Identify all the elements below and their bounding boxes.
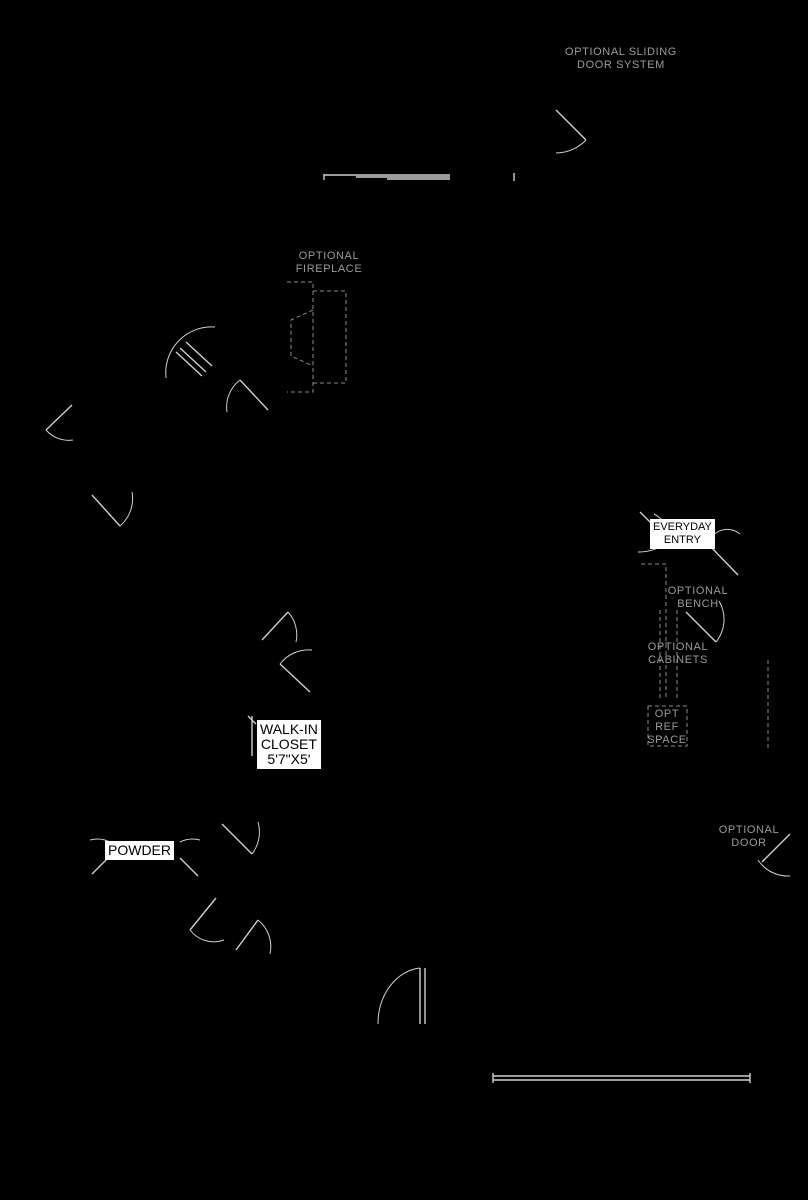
closet-wall-mark xyxy=(248,716,256,756)
door-swing-left-4 xyxy=(92,492,133,526)
closet-door-swing-1 xyxy=(262,612,297,642)
door-swing-lower-3 xyxy=(236,920,271,954)
label-powder: POWDER xyxy=(105,841,174,860)
note-optional-cabinets: OPTIONAL CABINETS xyxy=(647,641,709,666)
door-swing-left-2 xyxy=(227,380,268,412)
note-opt-ref-space: OPT REF SPACE xyxy=(647,708,687,746)
closet-door-swing-2 xyxy=(280,650,312,692)
door-swing-left-3 xyxy=(46,405,73,440)
note-optional-door: OPTIONAL DOOR xyxy=(718,824,780,849)
bottom-window-line xyxy=(493,1073,750,1083)
label-walk-in-closet: WALK-IN CLOSET 5'7"X5' xyxy=(257,720,321,769)
sliding-door-system xyxy=(324,173,514,181)
note-optional-fireplace: OPTIONAL FIREPLACE xyxy=(295,250,363,275)
note-optional-sliding-door: OPTIONAL SLIDING DOOR SYSTEM xyxy=(565,46,677,71)
door-swing-left-1 xyxy=(166,327,215,378)
door-swing-top xyxy=(556,110,586,153)
optional-fireplace-outline xyxy=(287,282,346,392)
front-door-swing xyxy=(378,968,425,1024)
door-swing-lower-2 xyxy=(190,898,224,942)
door-swing-lower-1 xyxy=(222,822,259,854)
label-everyday-entry: EVERYDAY ENTRY xyxy=(650,519,715,549)
note-optional-bench: OPTIONAL BENCH xyxy=(667,585,729,610)
